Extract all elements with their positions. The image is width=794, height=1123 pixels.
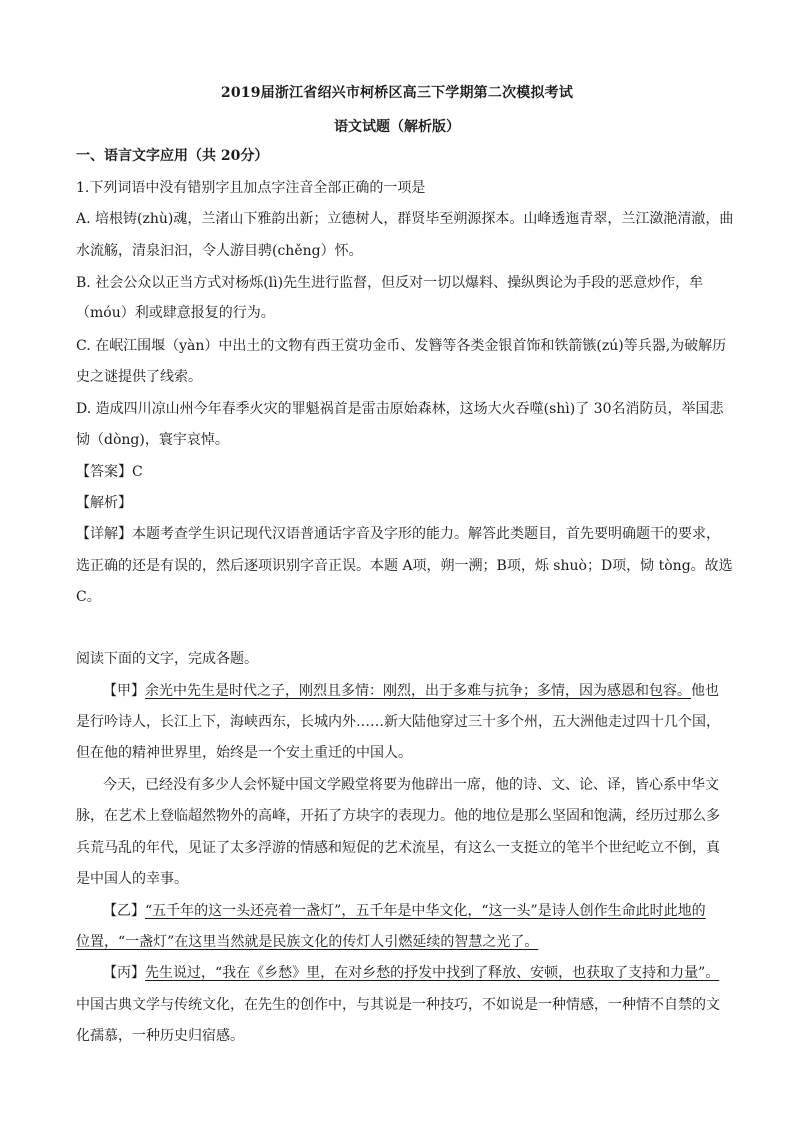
paragraph-2-line-3: 兵荒马乱的年代，见证了太多浮游的情感和短促的艺术流星，有这么一支挺立的笔半个世纪屹立不倒，真 [76,840,720,856]
yi-tag: 【乙】 [103,903,145,919]
option-d-line-1: D. 造成四川凉山州今年春季火灾的罪魁祸首是雷击原始森林，这场大火吞噬(shì)了 30名消防员，举国悲 [76,401,724,417]
yi-line-1 [103,900,727,920]
bing-underlined-sentence: 先生说过，“我在《乡愁》里，在对乡愁的抒发中找到了释放、安顿，也获取了支持和力量”。 [145,965,720,981]
option-d-line-2: 恸（dòng)，寰宇哀悼。 [76,432,229,448]
jia-tag: 【甲】 [103,683,145,699]
option-a-line-1: A. 培根铸(zhù)魂，兰渚山下雅韵出新；立德树人，群贤毕至朔源探本。山峰透迤青翠，兰江潋滟清澈，曲 [76,211,734,227]
detail-line-1: 【详解】本题考查学生识记现代汉语普通话字音及字形的能力。解答此类题目，首先要明确题干的要求， [76,526,720,542]
jia-underlined-sentence: 余光中先生是时代之子，刚烈且多情：刚烈，出于多难与抗争；多情，因为感恩和包容。 [145,683,691,699]
yi-underlined-line-1: “五千年的这一头还亮着一盏灯”，五千年是中华文化，“这一头”是诗人创作生命此时此地的 [145,903,706,919]
paragraph-2-line-4: 是中国人的幸事。 [76,871,188,887]
question-stem: 1.下列词语中没有错别字且加点字注音全部正确的一项是 [76,180,426,196]
option-c-line-1: C. 在岷江围堰（yàn）中出土的文物有西王赏功金币、发簪等各类金银首饰和铁箭镞(zú)等兵器,为破解历 [76,338,727,354]
paragraph-2-line-1: 今天，已经没有多少人会怀疑中国文学殿堂将要为他辟出一席，他的诗、文、论、译，皆心系中华文 [103,777,719,793]
document-title: 2019届浙江省绍兴市柯桥区高三下学期第二次模拟考试 [220,85,574,101]
jia-line-2: 是行吟诗人，长江上下，海峡西东，长城内外……新大陆他穿过三十多个州，五大洲他走过四十几个国， [76,714,720,730]
jia-line-1-rest: 他也 [691,683,719,699]
option-b-line-1: B. 社会公众以正当方式对杨烁(lì)先生进行监督，但反对一切以爆料、操纵舆论为手段的恶意炒作，牟 [76,275,704,291]
document-subtitle: 语文试题（解析版） [334,119,460,135]
section-heading: 一、语言文字应用（共 20分） [76,148,269,164]
analysis-label: 【解析】 [76,495,132,511]
detail-line-2: 选正确的还是有误的，然后逐项识别字音正误。本题 A项，朔一溯；B项，烁 shuò；D项，恸 tòng。故选 [76,558,733,574]
option-a-line-2: 水流觞，清泉汩汩，令人游目骋(chěng）怀。 [76,243,363,259]
reading-intro: 阅读下面的文字，完成各题。 [76,651,258,667]
bing-tag: 【丙】 [103,965,145,981]
bing-line-2: 中国古典文学与传统文化，在先生的创作中，与其说是一种技巧，不如说是一种情感，一种情不自禁的文 [76,997,720,1013]
detail-line-3: C。 [76,589,101,605]
jia-line-3: 但在他的精神世界里，始终是一个安土重迁的中国人。 [76,745,412,761]
option-b-line-2: （móu）利或肆意报复的行为。 [76,305,275,321]
paragraph-2-line-2: 脉，在艺术上登临超然物外的高峰，开拓了方块字的表现力。他的地位是那么坚固和饱满，经历过那么多 [76,808,720,824]
bing-line-1 [103,962,727,982]
yi-underlined-line-2: 位置，“一盏灯”在这里当然就是民族文化的传灯人引燃延续的智慧之光了。 [76,934,539,950]
option-c-line-2: 史之谜提供了线索。 [76,369,202,385]
answer-line: 【答案】C [76,464,143,480]
jia-line-1 [103,680,727,700]
bing-line-3: 化孺慕，一种历史归宿感。 [76,1028,244,1044]
